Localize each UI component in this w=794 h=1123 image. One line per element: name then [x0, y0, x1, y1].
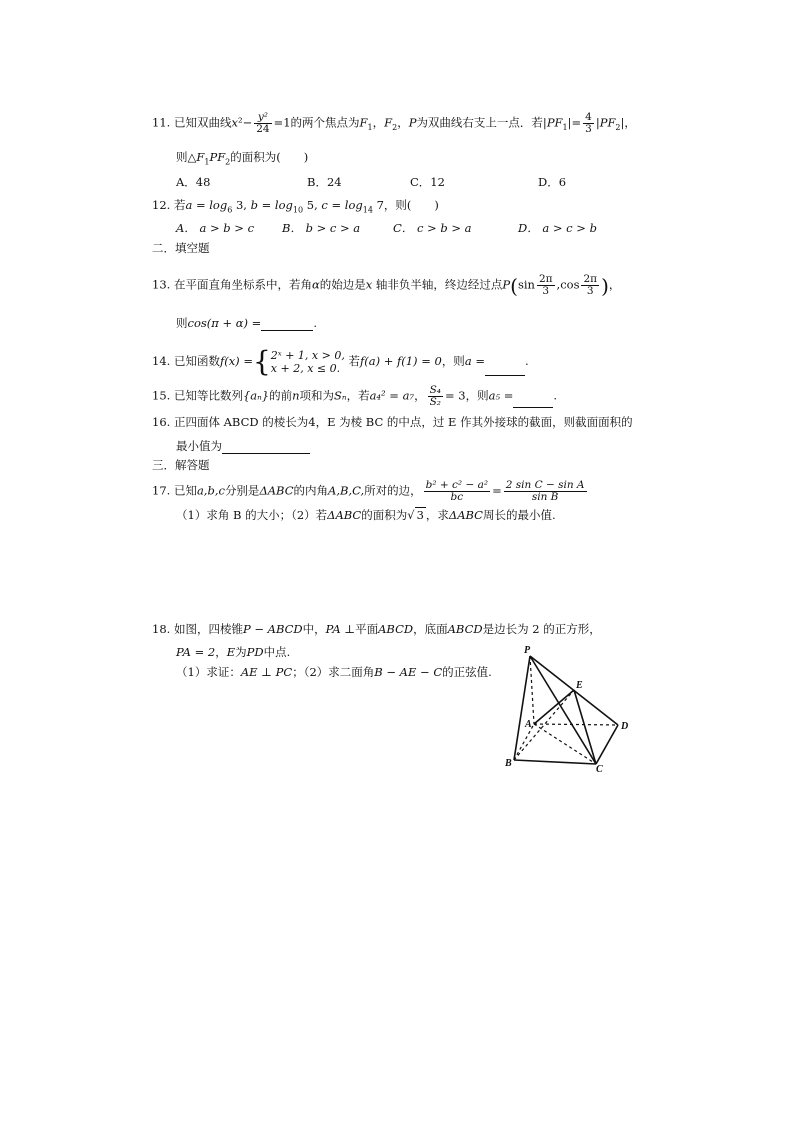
q12-option-b: B． b > c > a: [282, 221, 361, 235]
label-d: D: [621, 721, 629, 732]
edge-ec: [574, 690, 596, 764]
q11-frac: $\frac{\text{y²}}{24}$: [256, 111, 270, 135]
edge-pc: [530, 656, 596, 764]
pyramid-figure: [500, 642, 635, 772]
label-b: B: [505, 758, 512, 769]
edge-bc: [514, 760, 596, 764]
q13-answer-blank[interactable]: [261, 318, 313, 331]
q11-line2: 则$\triangle F_1PF_2$的面积为( ): [176, 150, 309, 167]
edge-pa: [530, 656, 534, 724]
label-c: C: [596, 764, 603, 772]
q14-answer-blank[interactable]: [485, 363, 525, 376]
q11-option-c: C．12: [410, 175, 445, 189]
section-solution-heading: 三．解答题: [152, 458, 210, 472]
label-a: A: [525, 719, 532, 730]
q11-line1: 11. 已知双曲线x²− $\frac{\text{y²}}{24}$ =1的两个焦点为$F_1$，$F_2$，P为双曲线右支上一点．若$|PF_1|=$ $\frac{4}{3}$ $|PF_2|$，: [152, 111, 636, 135]
q15-answer-blank[interactable]: [513, 395, 553, 408]
q18-line3: （1）求证：AE ⊥ PC；（2）求二面角B − AE − C的正弦值.: [176, 665, 492, 679]
q17-line2: （1）求角 B 的大小；（2）若ΔABC的面积为√ 3 ，求ΔABC周长的最小值.: [176, 508, 556, 522]
q11-option-d: D．6: [538, 175, 567, 189]
q13-line2: 则cos(π + α) = .: [176, 316, 317, 330]
q12-option-a: A． a > b > c: [176, 221, 255, 235]
q17-line1: 17. 已知a,b,c分别是ΔABC的内角A,B,C,所对的边， $\frac{\text{b² + c² − a²}}{bc}$ = $\frac{\text{2 sin C − sin A}}{\text{sin B}}$: [152, 479, 585, 503]
q11-option-a: A．48: [176, 175, 211, 189]
q15-line: 15. 已知等比数列{aₙ}的前n项和为Sₙ，若a₄² = a₇， $\frac{\text{S₄}}{\text{S₂}}$ = 3，则a₅ = .: [152, 384, 558, 408]
q18-line1: 18. 如图，四棱锥P − ABCD中，PA ⊥平面ABCD，底面ABCD是边长为 2 的正方形，: [152, 622, 601, 636]
q12-line1: 12. 若$a = \log_6 3$, $b = \log_{10} 5$, $c = \log_{14} 7$，则( ): [152, 198, 439, 215]
label-p: P: [524, 645, 531, 656]
q16-line2: 最小值为: [176, 438, 310, 454]
q16-line1: 16. 正四面体 ABCD 的棱长为4，E 为棱 BC 的中点，过 E 作其外接球的截面，则截面面积的: [152, 415, 633, 429]
q18-line2: PA = 2，E为PD中点.: [176, 645, 291, 659]
edge-ad: [534, 724, 618, 725]
q16-answer-blank[interactable]: [222, 441, 310, 454]
q12-option-c: C． c > b > a: [393, 221, 472, 235]
q14-line: 14. 已知函数f(x) ={ 2ˣ + 1, x > 0, x + 2, x ≤ 0. 若f(a) + f(1) = 0，则a = .: [152, 345, 529, 378]
edge-cd: [596, 725, 618, 764]
label-e: E: [576, 680, 583, 691]
q13-line1: 13. 在平面直角坐标系中，若角α的始边是x 轴非负半轴，终边经过点P(sin $\frac{2\pi}{3}$ ,cos $\frac{2\pi}{3}$ )，: [152, 273, 621, 298]
q12-option-d: D． a > c > b: [518, 221, 597, 235]
section-fill-blank-heading: 二．填空题: [152, 241, 210, 255]
q11-option-b: B．24: [307, 175, 342, 189]
